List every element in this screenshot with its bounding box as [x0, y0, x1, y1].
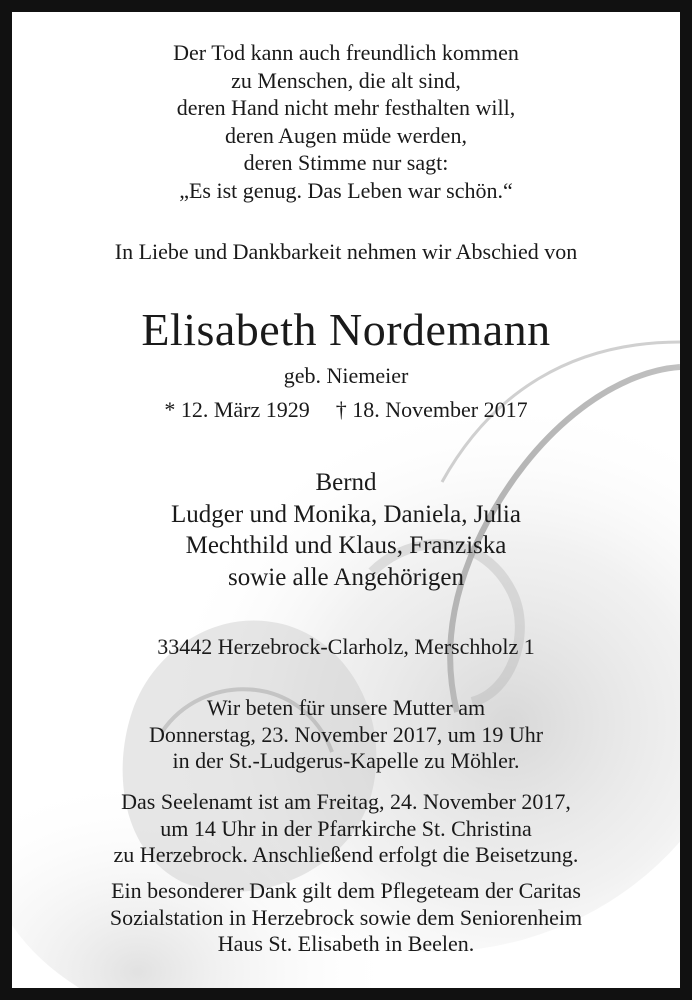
poem-line: „Es ist genug. Das Leben war schön.“: [179, 177, 513, 203]
poem-line: deren Stimme nur sagt:: [243, 150, 449, 175]
obituary-notice: [12, 12, 680, 988]
death-date: † 18. November 2017: [335, 397, 528, 422]
thanks-text: [12, 878, 680, 958]
poem: [12, 39, 680, 204]
prayer-info: [12, 695, 680, 775]
birth-name: geb. Niemeier: [283, 363, 409, 388]
poem-line: zu Menschen, die alt sind,: [231, 67, 461, 93]
requiem-info: [12, 789, 680, 869]
prayer-line: Donnerstag, 23. November 2017, um 19 Uhr: [148, 721, 544, 747]
mourner-line: sowie alle Angehörigen: [227, 563, 465, 591]
deceased-name: Elisabeth Nordemann: [141, 304, 551, 355]
mourners-list: [12, 467, 680, 593]
thanks-line: Haus St. Elisabeth in Beelen.: [217, 931, 475, 956]
poem-line: deren Augen müde werden,: [225, 122, 467, 148]
prayer-line: Wir beten für unsere Mutter am: [206, 695, 486, 720]
birth-date: * 12. März 1929: [164, 397, 310, 422]
prayer-line: in der St.-Ludgerus-Kapelle zu Möhler.: [172, 748, 520, 773]
thanks-line: Ein besonderer Dank gilt dem Pflegeteam der Caritas: [111, 878, 581, 903]
life-dates: [12, 396, 680, 424]
mourner-line: Bernd: [315, 469, 377, 496]
address: 33442 Herzebrock-Clarholz, Merschholz 1: [157, 634, 535, 659]
mourner-line: Ludger und Monika, Daniela, Julia: [171, 500, 521, 528]
requiem-line: Das Seelenamt ist am Freitag, 24. November 2017,: [121, 789, 571, 814]
intro-text: In Liebe und Dankbarkeit nehmen wir Abschied von: [114, 239, 578, 264]
mourner-line: Mechthild und Klaus, Franziska: [185, 532, 507, 559]
poem-line: deren Hand nicht mehr festhalten will,: [176, 95, 516, 120]
requiem-line: zu Herzebrock. Anschließend erfolgt die Beisetzung.: [113, 842, 579, 867]
poem-line: Der Tod kann auch freundlich kommen: [173, 40, 519, 65]
requiem-line: um 14 Uhr in der Pfarrkirche St. Christina: [160, 815, 532, 841]
thanks-line: Sozialstation in Herzebrock sowie dem Seniorenheim: [109, 904, 583, 930]
